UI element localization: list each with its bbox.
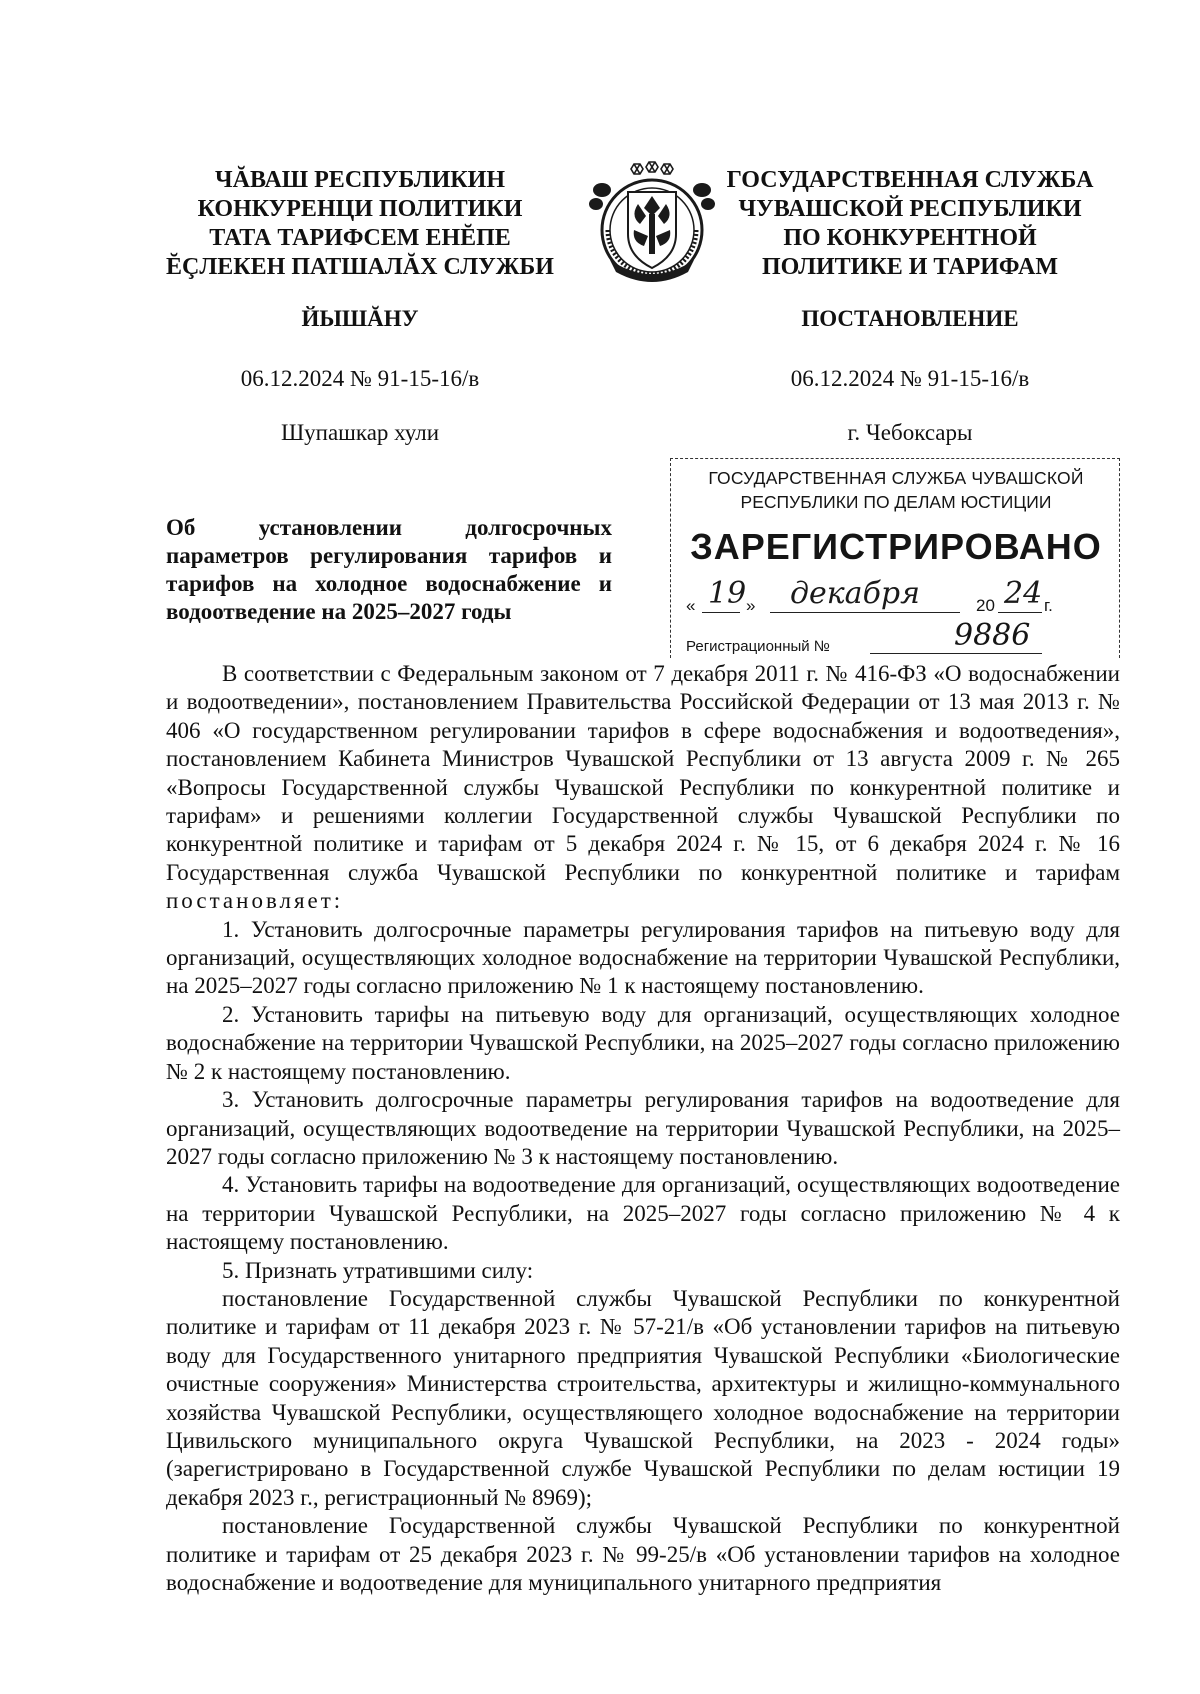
body-item-1: 1. Установить долгосрочные параметры регулирования тарифов на питьевую воду для организаций, осуществляющих холодное водоснабжение на территории Чувашской Республики, на 2025–2027 годы согласно приложению № 1 к настоящему постановлению. xyxy=(166,916,1120,999)
title-line-3: тарифов на холодное водоснабжение и xyxy=(166,571,612,596)
body-preamble-decree: постановляет: xyxy=(166,888,344,914)
doc-number-right: 06.12.2024 № 91-15-16/в xyxy=(790,366,1030,391)
stamp-month-line xyxy=(770,612,960,613)
body-item-5-sub-2: постановление Государственной службы Чувашской Республики по конкурентной политике и тарифам от 25 декабря 2023 г. № 99-25/в «Об установлении тарифов на холодное водоснабжение и водоотведение для муниципального унитарного предприятия xyxy=(166,1513,1120,1595)
stamp-reg-number: 9886 xyxy=(954,618,1031,653)
registration-stamp xyxy=(670,450,1120,658)
title-line-2: параметров регулирования тарифов и xyxy=(166,543,612,568)
stamp-reg-line xyxy=(870,653,1042,654)
stamp-date-row xyxy=(686,576,1111,618)
stamp-month: декабря xyxy=(790,576,920,611)
stamp-year-unit: г. xyxy=(1044,596,1053,615)
stamp-reg-row xyxy=(686,618,1111,656)
stamp-day: 19 xyxy=(708,576,747,611)
header-right-line-2: ЧУВАШСКОЙ РЕСПУБЛИКИ xyxy=(738,196,1082,222)
header-left-line-4: ĔÇЛЕКЕН ПАТШАЛĂХ СЛУЖБИ xyxy=(166,254,554,280)
body-item-5-sub-1: постановление Государственной службы Чувашской Республики по конкурентной политике и тарифам от 11 декабря 2023 г. № 57-21/в «Об установлении тарифов на питьевую воду для Государственного унитарного предприятия Чувашской Республики «Биологические очистные сооружения» Министерства строительства, архитектуры и жилищно-коммунального хозяйства Чувашской Республики, осуществляющего холодное водоснабжение на территории Цивильского муниципального округа Чувашской Республики, на 2023 - 2024 годы» (зарегистрировано в Государственной службе Чувашской Республики по делам юстиции 19 декабря 2023 г., регистрационный № 8969); xyxy=(166,1285,1120,1510)
stamp-quote-close: » xyxy=(746,596,756,615)
document-body xyxy=(166,660,1120,1597)
body-item-4: 4. Установить тарифы на водоотведение для организаций, осуществляющих водоотведение на территории Чувашской Республики, на 2025–2027 годы согласно приложению № 4 к настоящему постановлению. xyxy=(166,1172,1120,1255)
body-item-5: 5. Признать утратившими силу: xyxy=(222,1257,534,1283)
header-right-line-1: ГОСУДАРСТВЕННАЯ СЛУЖБА xyxy=(726,167,1094,193)
body-item-3: 3. Установить долгосрочные параметры регулирования тарифов на водоотведение для организаций, осуществляющих водоотведение на территории Чувашской Республики, на 2025–2027 годы согласно приложению № 3 к настоящему постановлению. xyxy=(166,1087,1120,1169)
stamp-border-left xyxy=(670,458,671,658)
place-russian: г. Чебоксары xyxy=(847,420,973,445)
chuvash-republic-emblem xyxy=(588,160,716,286)
stamp-border-top xyxy=(670,458,1120,459)
body-preamble xyxy=(166,660,1120,916)
stamp-year-prefix: 20 xyxy=(976,596,995,615)
header-right-line-4: ПОЛИТИКЕ И ТАРИФАМ xyxy=(761,254,1058,280)
place-chuvash: Шупашкар хули xyxy=(280,420,440,445)
stamp-border-right xyxy=(1119,458,1120,658)
header-right-russian xyxy=(700,166,1120,282)
body-item-2: 2. Установить тарифы на питьевую воду для организаций, осуществляющих холодное водоснабжение на территории Чувашской Республики, на 2025–2027 годы согласно приложению № 2 к настоящему постановлению. xyxy=(166,1001,1120,1084)
header-left-line-3: ТАТА ТАРИФСЕМ ЕНĔПЕ xyxy=(209,225,511,251)
header-left-chuvash xyxy=(160,166,560,282)
stamp-line-2: РЕСПУБЛИКИ ПО ДЕЛАМ ЮСТИЦИИ xyxy=(740,492,1052,512)
stamp-quote-open: « xyxy=(686,596,696,615)
stamp-day-line xyxy=(702,612,740,613)
document-title xyxy=(166,514,612,626)
stamp-year-line xyxy=(998,612,1042,613)
doc-type-chuvash: ЙЫШĂНУ xyxy=(301,306,419,331)
stamp-year-suffix: 24 xyxy=(1004,576,1043,611)
title-line-1: Об установлении долгосрочных xyxy=(166,515,612,540)
doc-type-russian: ПОСТАНОВЛЕНИЕ xyxy=(801,306,1019,331)
stamp-reg-label: Регистрационный № xyxy=(686,638,830,655)
header-right-line-3: ПО КОНКУРЕНТНОЙ xyxy=(783,225,1037,251)
stamp-line-1: ГОСУДАРСТВЕННАЯ СЛУЖБА ЧУВАШСКОЙ xyxy=(708,468,1084,488)
header-left-line-1: ЧĂВАШ РЕСПУБЛИКИН xyxy=(215,167,505,193)
title-line-4: водоотведение на 2025–2027 годы xyxy=(166,599,512,624)
header-left-line-2: КОНКУРЕНЦИ ПОЛИТИКИ xyxy=(197,196,523,222)
body-preamble-text: В соответствии с Федеральным законом от 7 декабря 2011 г. № 416-ФЗ «О водоснабжении и водоотведении», постановлением Правительства Российской Федерации от 13 мая 2013 г. № 406 «О государственном регулировании тарифов в сфере водоснабжения и водоотведения», постановлением Кабинета Министров Чувашской Республики от 13 августа 2009 г. № 265 «Вопросы Государственной службы Чувашской Республики по конкурентной политике и тарифам» и решениями коллегии Государственной службы Чувашской Республики по конкурентной политике и тарифам от 5 декабря 2024 г. № 15, от 6 декабря 2024 г. № 16 Государственная служба Чувашской Республики по конкурентной политике и тарифам xyxy=(166,661,1120,885)
stamp-registered: ЗАРЕГИСТРИРОВАНО xyxy=(690,526,1102,567)
doc-number-left: 06.12.2024 № 91-15-16/в xyxy=(240,366,480,391)
